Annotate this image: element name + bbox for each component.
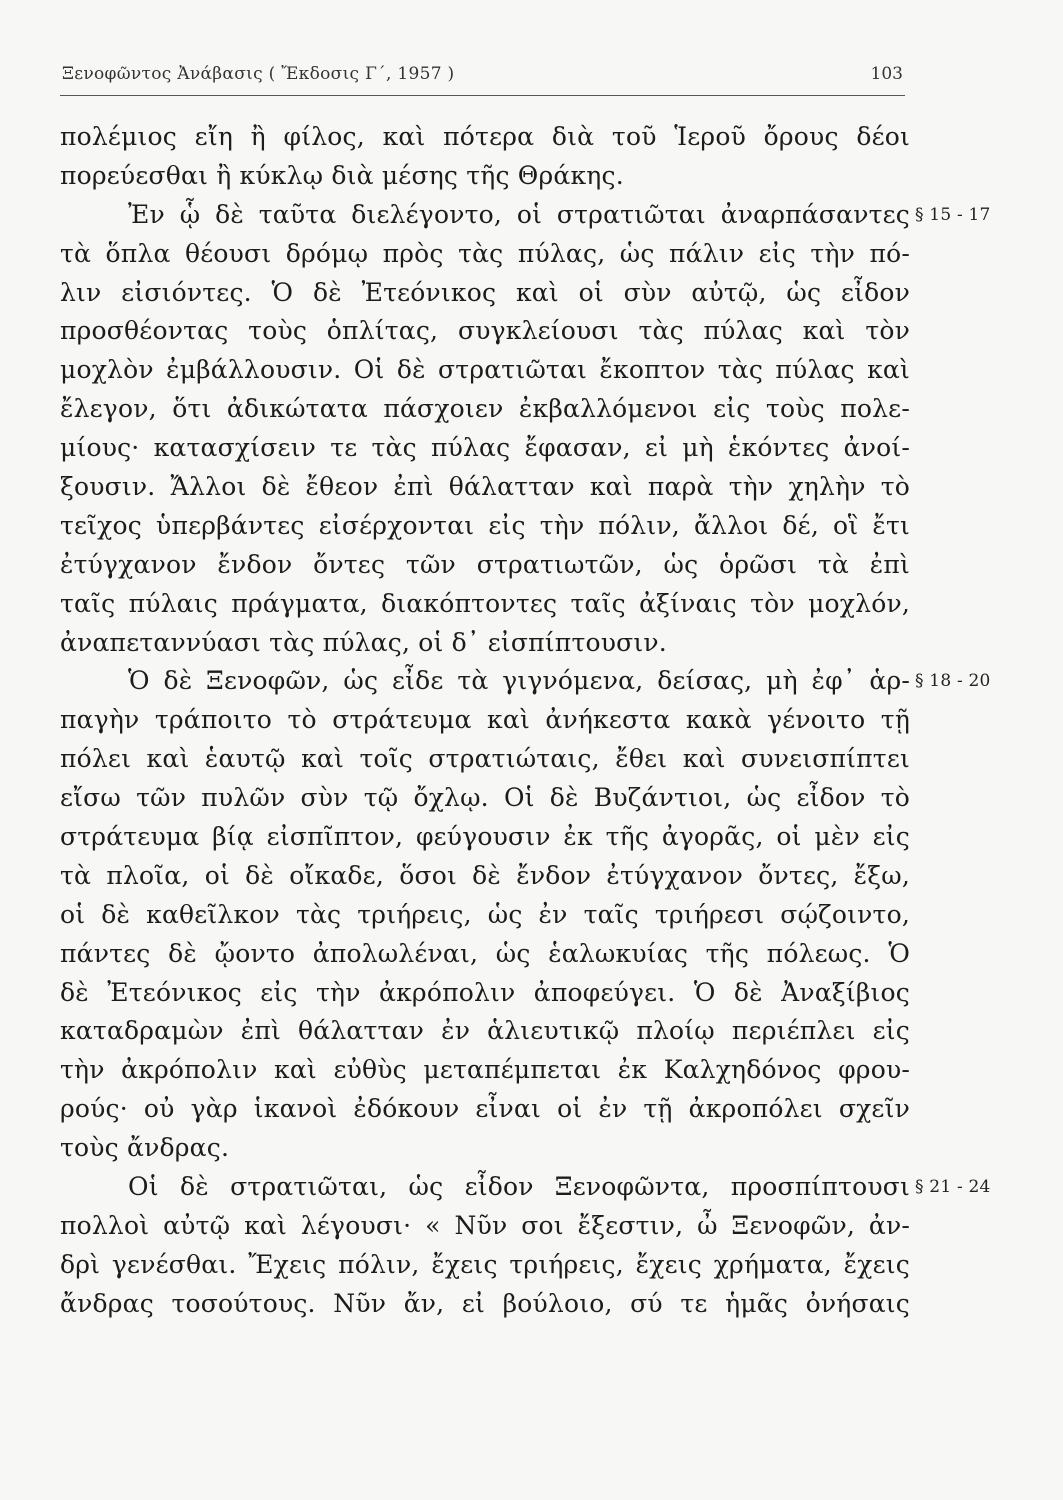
text-line-content: μοχλὸν ἐμβάλλουσιν. Οἱ δὲ στρατιῶται ἔκοπτον τὰς πύλας καὶ bbox=[60, 355, 910, 385]
text-line bbox=[60, 740, 910, 779]
text-line-content: πολέμιος εἴη ἢ φίλος, καὶ πότερα διὰ τοῦ Ἱεροῦ ὄρους δέοι bbox=[60, 122, 910, 151]
text-line bbox=[60, 351, 910, 390]
text-line-content: δὲ Ἐτεόνικος εἰς τὴν ἀκρόπολιν ἀποφεύγει. Ὁ δὲ Ἀναξίβιος bbox=[60, 977, 910, 1007]
text-line-content: τοὺς ἄνδρας. bbox=[60, 1133, 230, 1163]
text-line-content: Ἐν ᾧ δὲ ταῦτα διελέγοντο, οἱ στρατιῶται ἀναρπάσαντες bbox=[128, 199, 910, 229]
text-line bbox=[60, 857, 910, 896]
text-line bbox=[60, 1285, 910, 1324]
text-line-content: πορεύεσθαι ἢ κύκλῳ διὰ μέσης τῆς Θράκης. bbox=[60, 160, 624, 190]
text-line-content: ρούς· οὐ γὰρ ἱκανοὶ ἐδόκουν εἶναι οἱ ἐν τῇ ἀκροπόλει σχεῖν bbox=[60, 1094, 910, 1124]
text-line bbox=[60, 896, 910, 935]
text-line bbox=[60, 1168, 991, 1207]
text-line bbox=[60, 1090, 910, 1129]
text-line-content: τὰ πλοῖα, οἱ δὲ οἴκαδε, ὅσοι δὲ ἔνδον ἐτύγχανον ὄντες, ἔξω, bbox=[60, 860, 910, 890]
text-line bbox=[60, 701, 910, 740]
text-line-content: οἱ δὲ καθεῖλκον τὰς τριήρεις, ὡς ἐν ταῖς τριήρεσι σῴζοιντο, bbox=[60, 899, 910, 929]
section-marginal-note: § 15 - 17 bbox=[915, 204, 991, 225]
text-line-content: μίους· κατασχίσειν τε τὰς πύλας ἔφασαν, εἰ μὴ ἑκόντες ἀνοί- bbox=[60, 433, 910, 463]
text-line bbox=[60, 546, 910, 585]
text-line-content: δρὶ γενέσθαι. Ἔχεις πόλιν, ἔχεις τριήρεις, ἔχεις χρήματα, ἔχεις bbox=[60, 1249, 910, 1279]
text-line bbox=[60, 662, 991, 701]
text-line bbox=[60, 624, 910, 663]
text-line-content: τὰ ὅπλα θέουσι δρόμῳ πρὸς τὰς πύλας, ὡς πάλιν εἰς τὴν πό- bbox=[60, 238, 910, 268]
text-line-content: ἔλεγον, ὅτι ἀδικώτατα πάσχοιεν ἐκβαλλόμενοι εἰς τοὺς πολε- bbox=[60, 394, 910, 424]
text-line-content: τὴν ἀκρόπολιν καὶ εὐθὺς μεταπέμπεται ἐκ Καλχηδόνος φρου- bbox=[60, 1055, 910, 1085]
text-line-content: Οἱ δὲ στρατιῶται, ὡς εἶδον Ξενοφῶντα, προσπίπτουσι bbox=[128, 1172, 910, 1202]
text-line bbox=[60, 1207, 910, 1246]
text-line-content: πολλοὶ αὐτῷ καὶ λέγουσι· « Νῦν σοι ἔξεστιν, ὦ Ξενοφῶν, ἀν- bbox=[60, 1210, 910, 1240]
text-line bbox=[60, 390, 910, 429]
running-head: Ξενοφῶντος Ἀνάβασις ( Ἔκδοσις Γ΄, 1957 ) bbox=[62, 64, 455, 84]
text-line-content: ἐτύγχανον ἔνδον ὄντες τῶν στρατιωτῶν, ὡς ὁρῶσι τὰ ἐπὶ bbox=[60, 549, 910, 579]
text-line bbox=[60, 1012, 910, 1051]
text-line bbox=[60, 1129, 910, 1168]
text-line-content: στράτευμα βίᾳ εἰσπῖπτον, φεύγουσιν ἐκ τῆς ἀγορᾶς, οἱ μὲν εἰς bbox=[60, 822, 910, 852]
section-marginal-note: § 18 - 20 bbox=[915, 671, 991, 692]
text-line-content: ἄνδρας τοσούτους. Νῦν ἄν, εἰ βούλοιο, σύ τε ἡμᾶς ὀνήσαις bbox=[60, 1288, 910, 1318]
text-line-content: ταῖς πύλαις πράγματα, διακόπτοντες ταῖς ἀξίναις τὸν μοχλόν, bbox=[60, 588, 910, 618]
text-line bbox=[60, 935, 910, 974]
text-line bbox=[60, 196, 991, 235]
text-line bbox=[60, 118, 910, 157]
text-line bbox=[60, 585, 910, 624]
page-number: 103 bbox=[870, 64, 903, 84]
header-rule bbox=[60, 95, 905, 96]
body-text bbox=[60, 118, 991, 1324]
text-line-content: ἀναπεταννύασι τὰς πύλας, οἱ δ᾽ εἰσπίπτουσιν. bbox=[60, 627, 667, 657]
text-line bbox=[60, 974, 910, 1013]
text-line bbox=[60, 235, 910, 274]
text-line-content: ξουσιν. Ἄλλοι δὲ ἔθεον ἐπὶ θάλατταν καὶ παρὰ τὴν χηλὴν τὸ bbox=[60, 472, 910, 502]
text-line-content: καταδραμὼν ἐπὶ θάλατταν ἐν ἁλιευτικῷ πλοίῳ περιέπλει εἰς bbox=[60, 1016, 910, 1046]
text-line bbox=[60, 1051, 910, 1090]
text-line-content: παγὴν τράποιτο τὸ στράτευμα καὶ ἀνήκεστα κακὰ γένοιτο τῇ bbox=[60, 705, 910, 735]
text-line-content: Ὁ δὲ Ξενοφῶν, ὡς εἶδε τὰ γιγνόμενα, δείσας, μὴ ἐφ᾽ ἁρ- bbox=[128, 666, 910, 696]
section-marginal-note: § 21 - 24 bbox=[915, 1177, 991, 1198]
text-line-content: πόλει καὶ ἑαυτῷ καὶ τοῖς στρατιώταις, ἔθει καὶ συνεισπίπτει bbox=[60, 744, 910, 774]
text-line bbox=[60, 429, 910, 468]
text-line bbox=[60, 1246, 910, 1285]
text-line-content: λιν εἰσιόντες. Ὁ δὲ Ἐτεόνικος καὶ οἱ σὺν αὐτῷ, ὡς εἶδον bbox=[60, 277, 910, 307]
text-line bbox=[60, 468, 910, 507]
text-line bbox=[60, 779, 910, 818]
text-line bbox=[60, 157, 910, 196]
text-line-content: τεῖχος ὑπερβάντες εἰσέρχονται εἰς τὴν πόλιν, ἄλλοι δέ, οἳ ἔτι bbox=[60, 510, 910, 540]
text-line-content: πάντες δὲ ᾤοντο ἀπολωλέναι, ὡς ἑαλωκυίας τῆς πόλεως. Ὁ bbox=[60, 938, 910, 968]
text-line-content: προσθέοντας τοὺς ὁπλίτας, συγκλείουσι τὰς πύλας καὶ τὸν bbox=[60, 316, 910, 346]
text-line bbox=[60, 312, 910, 351]
text-line bbox=[60, 274, 910, 313]
text-line bbox=[60, 507, 910, 546]
text-line bbox=[60, 818, 910, 857]
text-line-content: εἴσω τῶν πυλῶν σὺν τῷ ὄχλῳ. Οἱ δὲ Βυζάντιοι, ὡς εἶδον τὸ bbox=[60, 783, 910, 813]
